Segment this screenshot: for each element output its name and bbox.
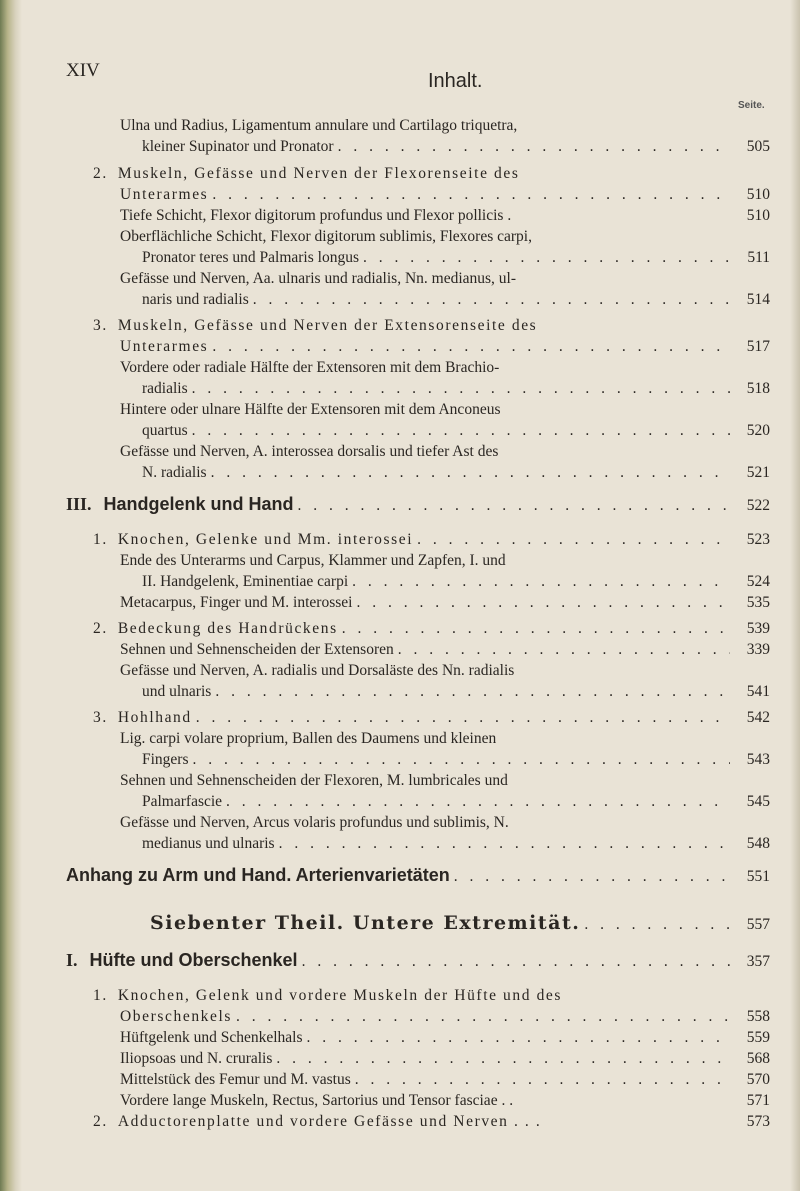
toc-section: 3. Hohlhand . . . 542: [93, 708, 770, 728]
toc-section: 2. Bedeckung des Handrückens . . . 539: [93, 619, 770, 639]
toc-entry: Vordere lange Muskeln, Rectus, Sartorius und Tensor fasciae . . 571: [120, 1092, 770, 1109]
toc-entry: Pronator teres und Palmaris longus . . . 511: [142, 248, 770, 268]
toc-entry: Oberflächliche Schicht, Flexor digitorum sublimis, Flexores carpi,: [120, 228, 532, 245]
toc-entry: Tiefe Schicht, Flexor digitorum profundus und Flexor pollicis . 510: [120, 207, 770, 224]
toc-entry: Gefässe und Nerven, A. interossea dorsalis und tiefer Ast des: [120, 443, 499, 460]
toc-section: 2. Adductorenplatte und vordere Gefässe und Nerven . . . 573: [93, 1113, 770, 1130]
toc-section: 1. Knochen, Gelenk und vordere Muskeln der Hüfte und des: [93, 987, 563, 1004]
toc-entry: Ende des Unterarms und Carpus, Klammer und Zapfen, I. und: [120, 552, 506, 569]
toc-entry: Fingers . . . 543: [142, 750, 770, 770]
toc-entry: Hüftgelenk und Schenkelhals . . . 559: [120, 1028, 770, 1048]
toc-entry: radialis . . . 518: [142, 379, 770, 399]
toc-entry: naris und radialis . . . 514: [142, 290, 770, 310]
toc-entry: Lig. carpi volare proprium, Ballen des Daumens und kleinen: [120, 730, 497, 747]
toc-entry: Ulna und Radius, Ligamentum annulare und Cartilago triquetra,: [120, 117, 518, 134]
toc-entry: Unterarmes . . . 510: [120, 185, 770, 205]
toc-entry: Vordere oder radiale Hälfte der Extensoren mit dem Brachio-: [120, 359, 500, 376]
toc-section: 2. Muskeln, Gefässe und Nerven der Flexorenseite des: [93, 165, 520, 182]
toc-section: 1. Knochen, Gelenke und Mm. interossei . . . 523: [93, 530, 770, 550]
toc-part-heading: Siebenter Theil. Untere Extremität. . . . 557: [150, 913, 770, 937]
book-binding-edge: [0, 0, 22, 1191]
running-head: Inhalt.: [428, 70, 483, 92]
toc-entry: medianus und ulnaris . . . 548: [142, 834, 770, 854]
toc-entry: quartus . . . 520: [142, 421, 770, 441]
toc-entry: Unterarmes . . . 517: [120, 337, 770, 357]
toc-appendix: Anhang zu Arm und Hand. Arterienvarietäten . . . 551: [66, 865, 770, 889]
toc-entry: Gefässe und Nerven, A. radialis und Dorsaläste des Nn. radialis: [120, 662, 515, 679]
toc-entry: II. Handgelenk, Eminentiae carpi . . . 524: [142, 572, 770, 592]
toc-entry: Gefässe und Nerven, Aa. ulnaris und radialis, Nn. medianus, ul-: [120, 270, 517, 287]
toc-entry: Oberschenkels . . . 558: [120, 1007, 770, 1027]
toc-entry: Palmarfascie . . . 545: [142, 792, 770, 812]
toc-section: 3. Muskeln, Gefässe und Nerven der Extensorenseite des: [93, 317, 538, 334]
toc-entry: Iliopsoas und N. cruralis . . . 568: [120, 1049, 770, 1069]
toc-entry: N. radialis . . . 521: [142, 463, 770, 483]
toc-entry: und ulnaris . . . 541: [142, 682, 770, 702]
toc-entry: kleiner Supinator und Pronator . . . 505: [142, 137, 770, 157]
toc-entry: Metacarpus, Finger und M. interossei . . . 535: [120, 593, 770, 613]
page-column-label: Seite.: [738, 100, 765, 111]
page-edge: [790, 0, 800, 1191]
toc-chapter: I. Hüfte und Oberschenkel . . . 357: [66, 950, 770, 974]
toc-entry: Mittelstück des Femur und M. vastus . . . 570: [120, 1070, 770, 1090]
toc-entry: Sehnen und Sehnenscheiden der Extensoren . . . 339: [120, 640, 770, 660]
toc-entry: Gefässe und Nerven, Arcus volaris profundus und sublimis, N.: [120, 814, 509, 831]
toc-entry: Sehnen und Sehnenscheiden der Flexoren, M. lumbricales und: [120, 772, 508, 789]
toc-chapter: III. Handgelenk und Hand . . . 522: [66, 494, 770, 518]
page-number: XIV: [66, 60, 100, 81]
toc-entry: Hintere oder ulnare Hälfte der Extensoren mit dem Anconeus: [120, 401, 501, 418]
